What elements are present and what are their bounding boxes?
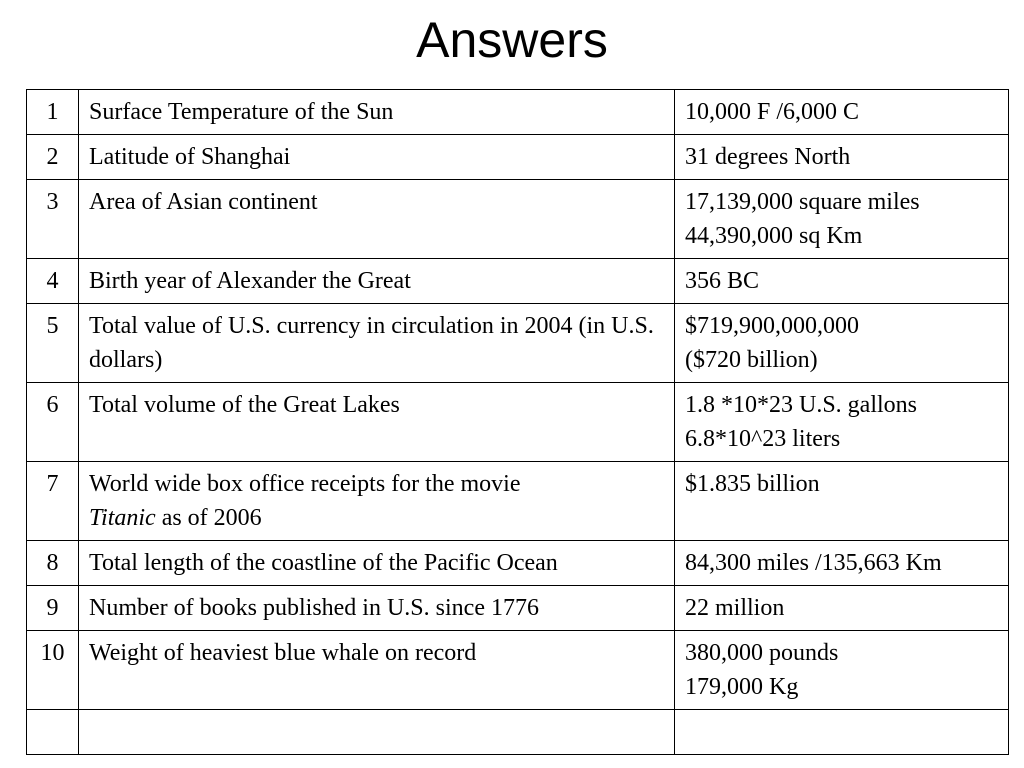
question-cell: Total value of U.S. currency in circulation in 2004 (in U.S. dollars) bbox=[79, 304, 675, 383]
movie-title: Titanic bbox=[89, 505, 156, 531]
answers-table bbox=[26, 89, 1009, 755]
slide-title: Answers bbox=[416, 12, 608, 68]
question-cell: Surface Temperature of the Sun bbox=[79, 90, 675, 135]
question-text: World wide box office receipts for the movie bbox=[89, 471, 521, 497]
table-row bbox=[27, 631, 1009, 710]
row-number: 3 bbox=[27, 180, 79, 259]
row-number: 2 bbox=[27, 135, 79, 180]
row-number: 5 bbox=[27, 304, 79, 383]
table-row bbox=[27, 304, 1009, 383]
row-number: 4 bbox=[27, 259, 79, 304]
table-row bbox=[27, 586, 1009, 631]
answer-cell: 380,000 pounds 179,000 Kg bbox=[675, 631, 1009, 710]
question-cell: Weight of heaviest blue whale on record bbox=[79, 631, 675, 710]
table-row bbox=[27, 180, 1009, 259]
row-number: 1 bbox=[27, 90, 79, 135]
answer-cell: 10,000 F /6,000 C bbox=[675, 90, 1009, 135]
question-cell bbox=[79, 462, 675, 541]
answer-cell: 22 million bbox=[675, 586, 1009, 631]
answer-cell: 1.8 *10*23 U.S. gallons 6.8*10^23 liters bbox=[675, 383, 1009, 462]
row-number bbox=[27, 710, 79, 755]
table-row bbox=[27, 135, 1009, 180]
table-row-empty bbox=[27, 710, 1009, 755]
row-number: 8 bbox=[27, 541, 79, 586]
table-row bbox=[27, 259, 1009, 304]
question-cell: Latitude of Shanghai bbox=[79, 135, 675, 180]
question-cell: Birth year of Alexander the Great bbox=[79, 259, 675, 304]
row-number: 6 bbox=[27, 383, 79, 462]
question-cell: Total length of the coastline of the Pacific Ocean bbox=[79, 541, 675, 586]
question-cell: Area of Asian continent bbox=[79, 180, 675, 259]
answer-cell bbox=[675, 710, 1009, 755]
question-cell: Total volume of the Great Lakes bbox=[79, 383, 675, 462]
answer-cell: $719,900,000,000 ($720 billion) bbox=[675, 304, 1009, 383]
table-row bbox=[27, 462, 1009, 541]
table-row bbox=[27, 541, 1009, 586]
question-cell: Number of books published in U.S. since 1776 bbox=[79, 586, 675, 631]
row-number: 7 bbox=[27, 462, 79, 541]
table-row bbox=[27, 90, 1009, 135]
question-text: as of 2006 bbox=[161, 505, 262, 531]
answer-cell: 17,139,000 square miles 44,390,000 sq Km bbox=[675, 180, 1009, 259]
row-number: 9 bbox=[27, 586, 79, 631]
table-row bbox=[27, 383, 1009, 462]
question-cell bbox=[79, 710, 675, 755]
row-number: 10 bbox=[27, 631, 79, 710]
answer-cell: 84,300 miles /135,663 Km bbox=[675, 541, 1009, 586]
answer-cell: $1.835 billion bbox=[675, 462, 1009, 541]
answer-cell: 356 BC bbox=[675, 259, 1009, 304]
answer-cell: 31 degrees North bbox=[675, 135, 1009, 180]
